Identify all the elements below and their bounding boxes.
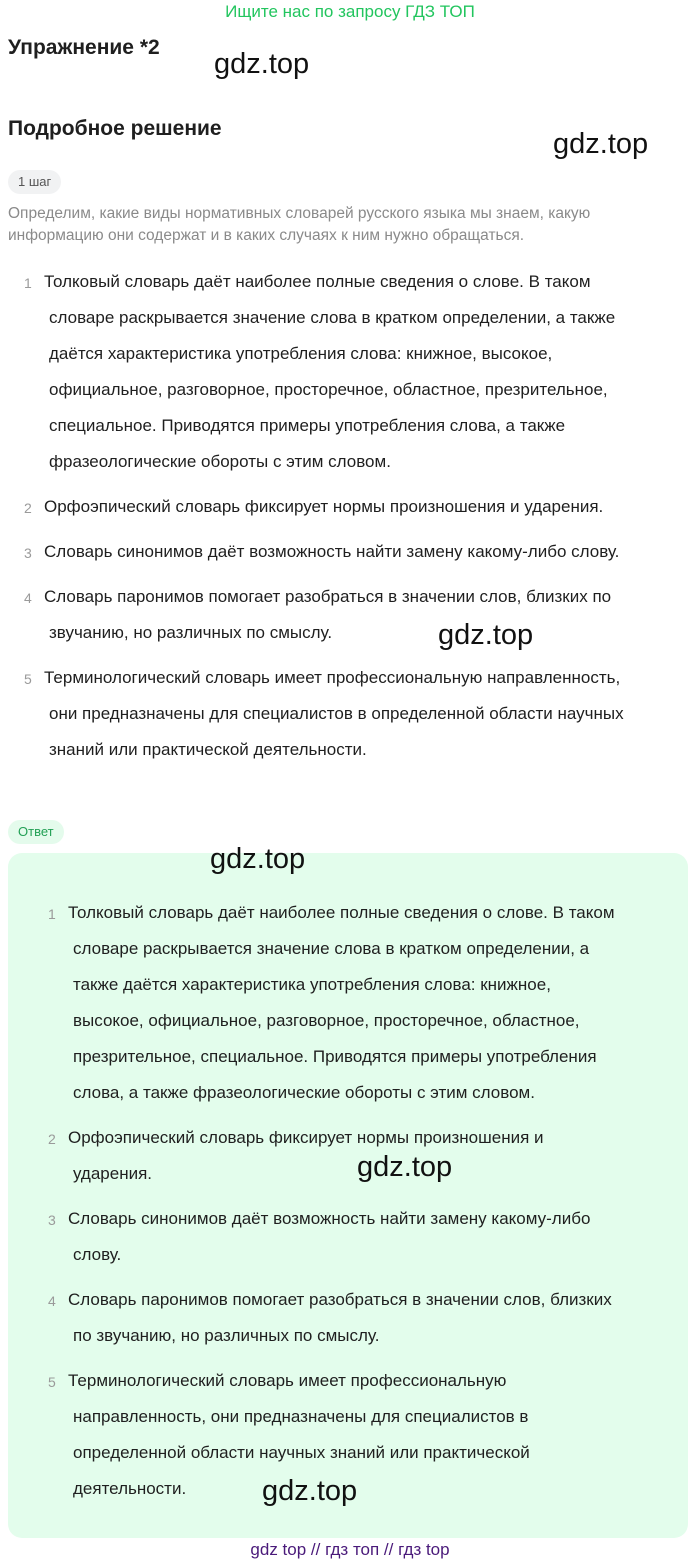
list-item-text: Орфоэпический словарь фиксирует нормы произношения и bbox=[68, 1128, 544, 1147]
list-item-text: словаре раскрывается значение слова в кратком определении, а также bbox=[49, 308, 616, 327]
watermark: gdz.top bbox=[553, 128, 649, 160]
list-item-text: Толковый словарь даёт наиболее полные сведения о слове. В таком bbox=[44, 272, 591, 291]
exercise-title: Упражнение *2 bbox=[8, 36, 160, 59]
list-item-number: 1 bbox=[24, 275, 32, 291]
list-item-text: Терминологический словарь имеет профессиональную bbox=[68, 1371, 507, 1390]
list-item-number: 3 bbox=[24, 545, 32, 561]
list-item-text: ударения. bbox=[73, 1164, 153, 1183]
list-item-text: также даётся характеристика употребления слова: книжное, bbox=[73, 975, 551, 994]
list-item-text: деятельности. bbox=[73, 1479, 187, 1498]
watermark: gdz.top bbox=[214, 48, 310, 80]
footer-links[interactable]: gdz top // гдз топ // гдз top bbox=[250, 1540, 450, 1559]
search-banner: Ищите нас по запросу ГДЗ ТОП bbox=[225, 2, 475, 21]
list-item-number: 3 bbox=[48, 1212, 56, 1228]
list-item-text: слова, а также фразеологические обороты с этим словом. bbox=[73, 1083, 535, 1102]
list-item-text: по звучанию, но различных по смыслу. bbox=[73, 1326, 380, 1345]
list-item-text: словаре раскрывается значение слова в кратком определении, а bbox=[73, 939, 590, 958]
list-item-text: официальное, разговорное, просторечное, областное, презрительное, bbox=[49, 380, 608, 399]
list-item-text: Терминологический словарь имеет профессиональную направленность, bbox=[44, 668, 621, 687]
list-item-text: слову. bbox=[73, 1245, 122, 1264]
intro-line: информацию они содержат и в каких случаях к ним нужно обращаться. bbox=[8, 227, 525, 244]
list-item-text: презрительное, специальное. Приводятся примеры употребления bbox=[73, 1047, 597, 1066]
list-item-text: Словарь синонимов даёт возможность найти замену какому-либо слову. bbox=[44, 542, 620, 561]
watermark: gdz.top bbox=[210, 843, 306, 875]
list-item-text: Словарь синонимов даёт возможность найти замену какому-либо bbox=[68, 1209, 591, 1228]
list-item-number: 1 bbox=[48, 906, 56, 922]
list-item-text: определенной области научных знаний или практической bbox=[73, 1443, 530, 1462]
list-item-text: знаний или практической деятельности. bbox=[49, 740, 367, 759]
list-item-number: 5 bbox=[24, 671, 32, 687]
answer-badge: Ответ bbox=[8, 820, 64, 844]
intro-line: Определим, какие виды нормативных словарей русского языка мы знаем, какую bbox=[8, 205, 591, 222]
list-item-number: 4 bbox=[48, 1293, 56, 1309]
list-item-text: Орфоэпический словарь фиксирует нормы произношения и ударения. bbox=[44, 497, 604, 516]
list-item-text: звучанию, но различных по смыслу. bbox=[49, 623, 333, 642]
list-item-text: направленность, они предназначены для специалистов в bbox=[73, 1407, 529, 1426]
step-badge: 1 шаг bbox=[8, 170, 61, 194]
watermark: gdz.top bbox=[262, 1475, 358, 1507]
list-item-text: специальное. Приводятся примеры употребления слова, а также bbox=[49, 416, 566, 435]
list-item-number: 4 bbox=[24, 590, 32, 606]
list-item-text: Словарь паронимов помогает разобраться в значении слов, близких по bbox=[44, 587, 612, 606]
list-item-number: 2 bbox=[24, 500, 32, 516]
list-item-text: высокое, официальное, разговорное, просторечное, областное, bbox=[73, 1011, 580, 1030]
watermark: gdz.top bbox=[357, 1151, 453, 1183]
watermark: gdz.top bbox=[438, 619, 534, 651]
list-item-text: они предназначены для специалистов в определенной области научных bbox=[49, 704, 624, 723]
intro-text bbox=[8, 203, 692, 247]
solution-heading: Подробное решение bbox=[8, 117, 222, 140]
list-item-text: даётся характеристика употребления слова: книжное, высокое, bbox=[49, 344, 553, 363]
list-item-number: 2 bbox=[48, 1131, 56, 1147]
list-item-text: Словарь паронимов помогает разобраться в значении слов, близких bbox=[68, 1290, 612, 1309]
list-item-text: Толковый словарь даёт наиболее полные сведения о слове. В таком bbox=[68, 903, 615, 922]
list-item-text: фразеологические обороты с этим словом. bbox=[49, 452, 391, 471]
list-item-number: 5 bbox=[48, 1374, 56, 1390]
